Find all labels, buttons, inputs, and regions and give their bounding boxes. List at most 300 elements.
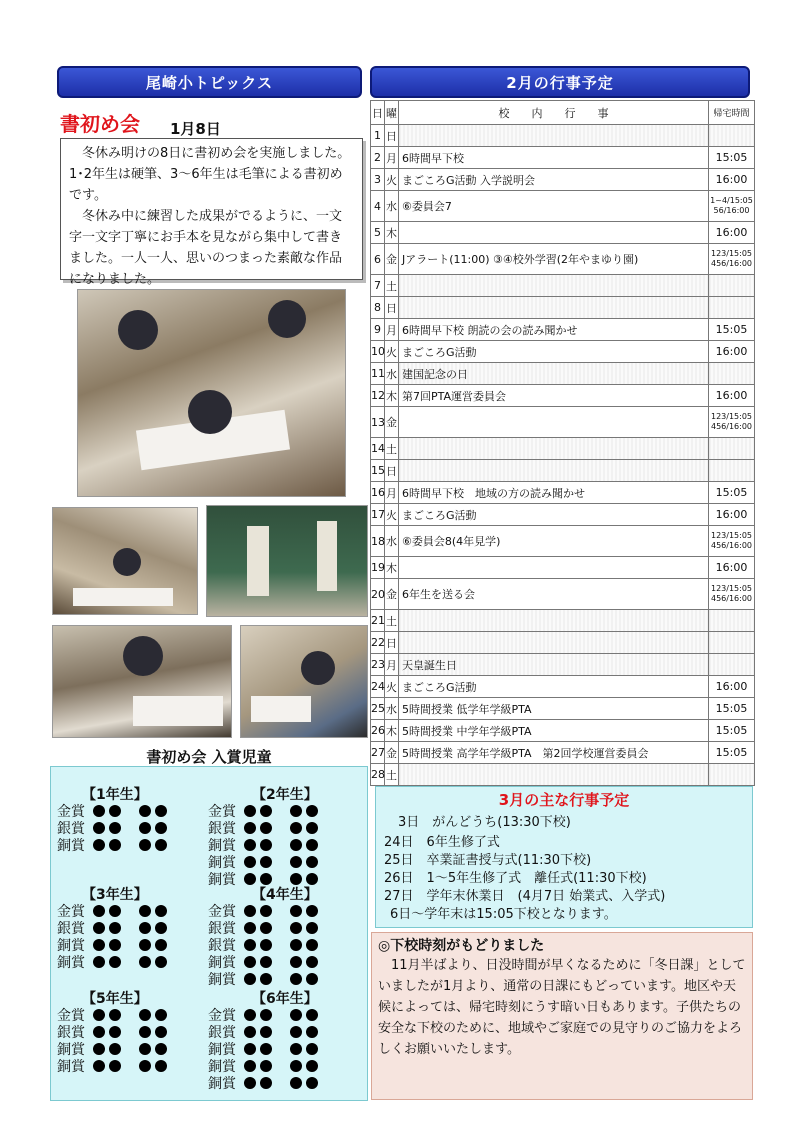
row-weekday: 火: [385, 341, 399, 363]
redaction-dot: [139, 1060, 151, 1072]
redaction-dot: [155, 1026, 167, 1038]
classroom-photo-left: [52, 507, 198, 615]
row-time: [709, 125, 755, 147]
redaction-dot: [290, 956, 302, 968]
march-line: 6日～学年末は15:05下校となります。: [390, 907, 617, 922]
schedule-row: [371, 482, 755, 504]
row-event: Jアラート(11:00) ③④校外学習(2年やまゆり園): [399, 244, 709, 275]
redaction-dot: [155, 839, 167, 851]
schedule-row: [371, 557, 755, 579]
row-weekday: 日: [385, 125, 399, 147]
redaction-dot: [139, 805, 151, 817]
redaction-dot: [306, 1043, 318, 1055]
award-row: [208, 1074, 318, 1091]
award-label: 銅賞: [208, 1075, 236, 1092]
award-row: [57, 1057, 167, 1074]
award-row: [208, 936, 318, 953]
row-day: 8: [371, 297, 385, 319]
redaction-dot: [244, 1077, 256, 1089]
row-time: [709, 191, 755, 222]
redaction-dot: [244, 839, 256, 851]
award-row: [208, 953, 318, 970]
redaction-dot: [260, 1026, 272, 1038]
award-label: 銅賞: [208, 1041, 236, 1058]
redacted-name: [244, 805, 318, 817]
redacted-name: [244, 1026, 318, 1038]
redaction-dot: [244, 905, 256, 917]
article-date: 1月8日: [170, 120, 221, 138]
redaction-dot: [244, 922, 256, 934]
redaction-dot: [260, 1060, 272, 1072]
row-day: 26: [371, 720, 385, 742]
row-day: 27: [371, 742, 385, 764]
grade-heading: 【3年生】: [82, 887, 148, 903]
row-day: 14: [371, 438, 385, 460]
redaction-dot: [290, 839, 302, 851]
schedule-banner-text: 2月の行事予定: [506, 73, 614, 92]
row-event: [399, 275, 709, 297]
award-label: 金賞: [57, 903, 85, 920]
schedule-row: [371, 341, 755, 363]
schedule-banner: [370, 66, 750, 98]
redacted-name: [93, 1009, 167, 1021]
redacted-name: [244, 1077, 318, 1089]
row-event: 5時間授業 中学年学級PTA: [399, 720, 709, 742]
row-day: 12: [371, 385, 385, 407]
row-event: [399, 610, 709, 632]
redacted-name: [93, 1043, 167, 1055]
award-row: [208, 970, 318, 987]
row-event: 建国記念の日: [399, 363, 709, 385]
redaction-dot: [306, 1077, 318, 1089]
award-row: [57, 936, 167, 953]
schedule-row: [371, 385, 755, 407]
calligraphy-photo-student: [240, 625, 368, 738]
row-time: 15:05: [709, 482, 755, 504]
row-time-line: 1~4/15:05: [710, 196, 753, 205]
row-time: 15:05: [709, 147, 755, 169]
march-line: 24日 6年生修了式: [384, 835, 500, 850]
redaction-dot: [260, 922, 272, 934]
redaction-dot: [155, 922, 167, 934]
schedule-row: [371, 438, 755, 460]
schedule-row: [371, 460, 755, 482]
row-weekday: 水: [385, 698, 399, 720]
row-day: 19: [371, 557, 385, 579]
award-row: [57, 919, 167, 936]
redaction-dot: [244, 956, 256, 968]
row-time: 15:05: [709, 698, 755, 720]
grade-heading: 【4年生】: [252, 887, 318, 903]
notice-text: 11月半ばより、日没時間が早くなるために「冬日課」としていましたが1月より、通常の日課にもどっています。地区や天候によっては、帰宅時刻にうす暗い日もあります。子供たちの安全な下校のために、地域やご家庭での見守りのご協力をよろしくお願いいたします。: [378, 958, 746, 1057]
schedule-row: [371, 147, 755, 169]
redaction-dot: [155, 956, 167, 968]
row-event: [399, 764, 709, 786]
row-weekday: 木: [385, 720, 399, 742]
redaction-dot: [290, 1043, 302, 1055]
award-label: 銅賞: [208, 954, 236, 971]
schedule-row: [371, 407, 755, 438]
redacted-name: [244, 822, 318, 834]
redaction-dot: [306, 839, 318, 851]
row-time-line: 456/16:00: [710, 594, 753, 603]
row-event: 6時間早下校 地域の方の読み聞かせ: [399, 482, 709, 504]
row-event: [399, 222, 709, 244]
redaction-dot: [290, 1060, 302, 1072]
award-label: 銅賞: [208, 837, 236, 854]
row-day: 21: [371, 610, 385, 632]
redaction-dot: [109, 922, 121, 934]
redaction-dot: [93, 1060, 105, 1072]
row-time: 16:00: [709, 169, 755, 191]
row-event: まごころG活動: [399, 341, 709, 363]
award-row: [57, 836, 167, 853]
award-row: [57, 802, 167, 819]
redaction-dot: [93, 1043, 105, 1055]
redacted-name: [244, 973, 318, 985]
row-event: [399, 557, 709, 579]
schedule-row: [371, 244, 755, 275]
row-time: 16:00: [709, 557, 755, 579]
row-event: [399, 438, 709, 460]
redaction-dot: [290, 856, 302, 868]
row-weekday: 金: [385, 579, 399, 610]
row-weekday: 木: [385, 222, 399, 244]
row-event: 天皇誕生日: [399, 654, 709, 676]
redacted-name: [93, 805, 167, 817]
redacted-name: [244, 1009, 318, 1021]
award-row: [57, 1006, 167, 1023]
redacted-name: [93, 822, 167, 834]
row-event: 5時間授業 低学年学級PTA: [399, 698, 709, 720]
award-row: [208, 1040, 318, 1057]
row-event: [399, 125, 709, 147]
row-event: ⑥委員会7: [399, 191, 709, 222]
redaction-dot: [260, 905, 272, 917]
redaction-dot: [109, 1026, 121, 1038]
row-time: [709, 363, 755, 385]
redacted-name: [244, 873, 318, 885]
awards-title: 書初め会 入賞児童: [146, 748, 272, 766]
row-time: [709, 297, 755, 319]
row-event: 6年生を送る会: [399, 579, 709, 610]
topics-banner: [57, 66, 362, 98]
award-label: 銀賞: [57, 1024, 85, 1041]
row-day: 28: [371, 764, 385, 786]
redaction-dot: [109, 839, 121, 851]
march-line: 3日 がんどうち(13:30下校): [398, 815, 571, 830]
redacted-name: [93, 839, 167, 851]
grade-heading: 【1年生】: [82, 787, 148, 803]
redaction-dot: [109, 1009, 121, 1021]
redaction-dot: [290, 905, 302, 917]
redaction-dot: [244, 1026, 256, 1038]
row-event: 6時間早下校 朗読の会の読み聞かせ: [399, 319, 709, 341]
notice-body: [378, 955, 748, 1060]
redaction-dot: [306, 1026, 318, 1038]
award-label: 銀賞: [208, 937, 236, 954]
redaction-dot: [109, 805, 121, 817]
award-row: [57, 819, 167, 836]
redaction-dot: [290, 1009, 302, 1021]
redaction-dot: [244, 873, 256, 885]
redaction-dot: [260, 856, 272, 868]
row-weekday: 日: [385, 632, 399, 654]
schedule-row: [371, 742, 755, 764]
row-day: 7: [371, 275, 385, 297]
row-weekday: 火: [385, 676, 399, 698]
award-label: 銀賞: [208, 820, 236, 837]
award-label: 銀賞: [208, 920, 236, 937]
article-paragraph-2: 冬休み中に練習した成果がでるように、一文字一文字丁寧にお手本を見ながら集中して書きました。一人一人、思いのつまった素敵な作品になりました。: [69, 209, 343, 287]
redaction-dot: [290, 973, 302, 985]
schedule-row: [371, 610, 755, 632]
schedule-row: [371, 125, 755, 147]
row-time: [709, 610, 755, 632]
row-event: まごころG活動: [399, 504, 709, 526]
redaction-dot: [306, 805, 318, 817]
header-time: 帰宅時間: [709, 101, 755, 125]
redaction-dot: [139, 839, 151, 851]
row-day: 6: [371, 244, 385, 275]
award-label: 銀賞: [57, 920, 85, 937]
award-label: 銅賞: [208, 871, 236, 888]
redaction-dot: [109, 1043, 121, 1055]
row-time: 15:05: [709, 742, 755, 764]
row-event: [399, 407, 709, 438]
row-weekday: 金: [385, 407, 399, 438]
schedule-row: [371, 297, 755, 319]
schedule-table: [370, 100, 755, 786]
redaction-dot: [260, 805, 272, 817]
redaction-dot: [260, 839, 272, 851]
redaction-dot: [306, 922, 318, 934]
redaction-dot: [260, 973, 272, 985]
dismissal-notice-box: [371, 932, 753, 1100]
award-label: 銅賞: [57, 937, 85, 954]
redaction-dot: [290, 873, 302, 885]
row-event: 6時間早下校: [399, 147, 709, 169]
redaction-dot: [139, 1043, 151, 1055]
row-weekday: 月: [385, 482, 399, 504]
redaction-dot: [109, 1060, 121, 1072]
schedule-row: [371, 720, 755, 742]
redaction-dot: [306, 822, 318, 834]
redaction-dot: [93, 956, 105, 968]
row-weekday: 金: [385, 742, 399, 764]
redaction-dot: [306, 1009, 318, 1021]
row-day: 15: [371, 460, 385, 482]
row-time-line: 123/15:05: [710, 412, 753, 421]
header-day: 日: [371, 101, 385, 125]
award-row: [208, 836, 318, 853]
row-time: [709, 632, 755, 654]
award-label: 金賞: [57, 1007, 85, 1024]
row-weekday: 土: [385, 610, 399, 632]
row-event: [399, 460, 709, 482]
redaction-dot: [155, 1043, 167, 1055]
redaction-dot: [139, 822, 151, 834]
schedule-row: [371, 363, 755, 385]
article-paragraph-1: 冬休み明けの8日に書初め会を実施しました。1･2年生は硬筆、3～6年生は毛筆による書初めです。: [69, 146, 351, 203]
schedule-row: [371, 764, 755, 786]
march-line: 25日 卒業証書授与式(11:30下校): [384, 853, 592, 868]
row-time: [709, 244, 755, 275]
row-time-line: 456/16:00: [710, 422, 753, 431]
article-title: 書初め会: [60, 112, 140, 136]
calligraphy-photo-floor: [52, 625, 232, 738]
march-title: 3月の主な行事予定: [498, 791, 630, 809]
row-weekday: 月: [385, 319, 399, 341]
row-event: ⑥委員会8(4年見学): [399, 526, 709, 557]
march-line: 26日 1～5年生修了式 離任式(11:30下校): [384, 871, 647, 886]
redaction-dot: [290, 939, 302, 951]
award-label: 銀賞: [57, 820, 85, 837]
redaction-dot: [93, 822, 105, 834]
redacted-name: [244, 1043, 318, 1055]
redaction-dot: [306, 905, 318, 917]
redacted-name: [244, 905, 318, 917]
award-label: 銅賞: [57, 1041, 85, 1058]
award-row: [57, 902, 167, 919]
schedule-row: [371, 526, 755, 557]
row-day: 3: [371, 169, 385, 191]
march-line: 27日 学年末休業日 (4月7日 始業式、入学式): [384, 889, 666, 904]
award-row: [208, 1023, 318, 1040]
redacted-name: [244, 939, 318, 951]
award-label: 銅賞: [208, 971, 236, 988]
award-row: [57, 953, 167, 970]
row-day: 9: [371, 319, 385, 341]
redaction-dot: [290, 922, 302, 934]
notice-title: ◎下校時刻がもどりました: [378, 938, 545, 954]
redaction-dot: [109, 905, 121, 917]
row-weekday: 金: [385, 244, 399, 275]
redaction-dot: [109, 956, 121, 968]
row-event: まごころG活動: [399, 676, 709, 698]
redaction-dot: [260, 1043, 272, 1055]
row-weekday: 月: [385, 654, 399, 676]
redaction-dot: [290, 1026, 302, 1038]
row-weekday: 木: [385, 385, 399, 407]
row-day: 4: [371, 191, 385, 222]
award-label: 銅賞: [57, 837, 85, 854]
row-time: [709, 526, 755, 557]
redaction-dot: [244, 805, 256, 817]
redaction-dot: [109, 822, 121, 834]
redaction-dot: [306, 1060, 318, 1072]
schedule-header-row: [371, 101, 755, 125]
row-time: 15:05: [709, 720, 755, 742]
redaction-dot: [93, 939, 105, 951]
award-label: 銅賞: [208, 1058, 236, 1075]
grade-heading: 【2年生】: [252, 787, 318, 803]
redaction-dot: [290, 822, 302, 834]
award-row: [208, 1006, 318, 1023]
redaction-dot: [93, 839, 105, 851]
redaction-dot: [93, 805, 105, 817]
award-row: [208, 1057, 318, 1074]
award-row: [208, 853, 318, 870]
row-event: [399, 297, 709, 319]
redaction-dot: [93, 922, 105, 934]
award-row: [208, 802, 318, 819]
redacted-name: [244, 956, 318, 968]
redaction-dot: [244, 822, 256, 834]
row-time-line: 456/16:00: [710, 541, 753, 550]
redaction-dot: [155, 1009, 167, 1021]
redaction-dot: [139, 905, 151, 917]
row-day: 5: [371, 222, 385, 244]
row-time: [709, 407, 755, 438]
redaction-dot: [260, 822, 272, 834]
award-label: 金賞: [57, 803, 85, 820]
award-row: [208, 819, 318, 836]
redaction-dot: [260, 1009, 272, 1021]
redaction-dot: [139, 1026, 151, 1038]
schedule-row: [371, 579, 755, 610]
award-label: 銅賞: [57, 954, 85, 971]
schedule-row: [371, 698, 755, 720]
redaction-dot: [244, 973, 256, 985]
row-time: [709, 438, 755, 460]
redaction-dot: [155, 1060, 167, 1072]
redaction-dot: [139, 1009, 151, 1021]
march-events-box: [375, 786, 753, 928]
redaction-dot: [290, 1077, 302, 1089]
row-weekday: 水: [385, 191, 399, 222]
row-day: 1: [371, 125, 385, 147]
row-time: 16:00: [709, 385, 755, 407]
redaction-dot: [109, 939, 121, 951]
award-row: [208, 902, 318, 919]
redaction-dot: [260, 1077, 272, 1089]
row-time: 16:00: [709, 504, 755, 526]
row-day: 17: [371, 504, 385, 526]
redacted-name: [93, 1060, 167, 1072]
award-label: 金賞: [208, 803, 236, 820]
redaction-dot: [155, 939, 167, 951]
schedule-row: [371, 676, 755, 698]
row-day: 10: [371, 341, 385, 363]
redacted-name: [93, 1026, 167, 1038]
redacted-name: [244, 839, 318, 851]
row-weekday: 火: [385, 504, 399, 526]
row-time: 16:00: [709, 222, 755, 244]
award-label: 銅賞: [57, 1058, 85, 1075]
redacted-name: [244, 1060, 318, 1072]
row-event: 第7回PTA運営委員会: [399, 385, 709, 407]
redacted-name: [93, 922, 167, 934]
header-weekday: 曜: [385, 101, 399, 125]
row-day: 24: [371, 676, 385, 698]
schedule-row: [371, 191, 755, 222]
row-day: 11: [371, 363, 385, 385]
award-row: [57, 1023, 167, 1040]
award-label: 金賞: [208, 903, 236, 920]
redacted-name: [93, 956, 167, 968]
row-weekday: 土: [385, 764, 399, 786]
row-weekday: 土: [385, 275, 399, 297]
header-event: 校 内 行 事: [399, 101, 709, 125]
redaction-dot: [155, 805, 167, 817]
redaction-dot: [244, 1060, 256, 1072]
schedule-row: [371, 654, 755, 676]
row-time: 16:00: [709, 341, 755, 363]
row-time: [709, 579, 755, 610]
redaction-dot: [93, 1026, 105, 1038]
redaction-dot: [155, 905, 167, 917]
